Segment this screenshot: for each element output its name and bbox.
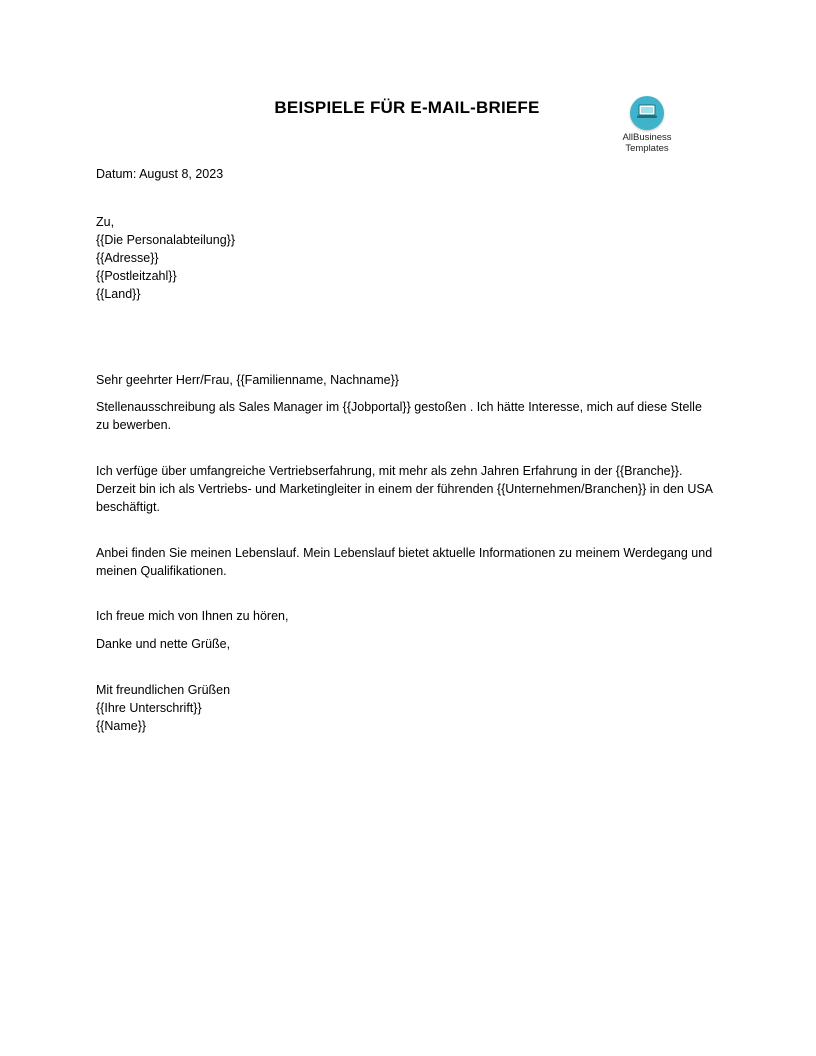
logo-text-line1: AllBusiness (622, 132, 672, 143)
signoff-name: {{Name}} (96, 719, 147, 733)
salutation: Sehr geehrter Herr/Frau, {{Familienname, Nachname}} (96, 373, 399, 387)
recipient-postal-code: {{Postleitzahl}} (96, 269, 177, 283)
signoff-phrase: Mit freundlichen Grüßen (96, 683, 231, 697)
logo-text-line2: Templates (625, 143, 669, 154)
paragraph-2: Ich verfüge über umfangreiche Vertriebserfahrung, mit mehr als zehn Jahren Erfahrung in der {{Branche}}. Derzeit bin ich als Vertriebs- und Marketingleiter in einem der führenden {{Unternehmen/Branchen}} in den USA beschäftigt. (96, 464, 713, 514)
recipient-address: {{Adresse}} (96, 251, 159, 265)
document-title: BEISPIELE FÜR E-MAIL-BRIEFE (274, 98, 540, 117)
recipient-department: {{Die Personalabteilung}} (96, 233, 236, 247)
closing-line-2: Danke und nette Grüße, (96, 637, 231, 651)
allbusiness-templates-logo (614, 96, 680, 154)
recipient-block (96, 213, 716, 303)
recipient-greeting: Zu, (96, 215, 115, 229)
recipient-country: {{Land}} (96, 287, 141, 301)
laptop-icon (630, 96, 664, 130)
signoff-signature: {{Ihre Unterschrift}} (96, 701, 202, 715)
paragraph-3: Anbei finden Sie meinen Lebenslauf. Mein Lebenslauf bietet aktuelle Informationen zu meinem Werdegang und meinen Qualifikationen. (96, 546, 713, 578)
paragraph-1: Stellenausschreibung als Sales Manager im {{Jobportal}} gestoßen . Ich hätte Interesse, mich auf diese Stelle zu bewerben. (96, 400, 702, 432)
date-line: Datum: August 8, 2023 (96, 167, 224, 181)
signoff-block (96, 681, 716, 735)
closing-line-1: Ich freue mich von Ihnen zu hören, (96, 609, 289, 623)
